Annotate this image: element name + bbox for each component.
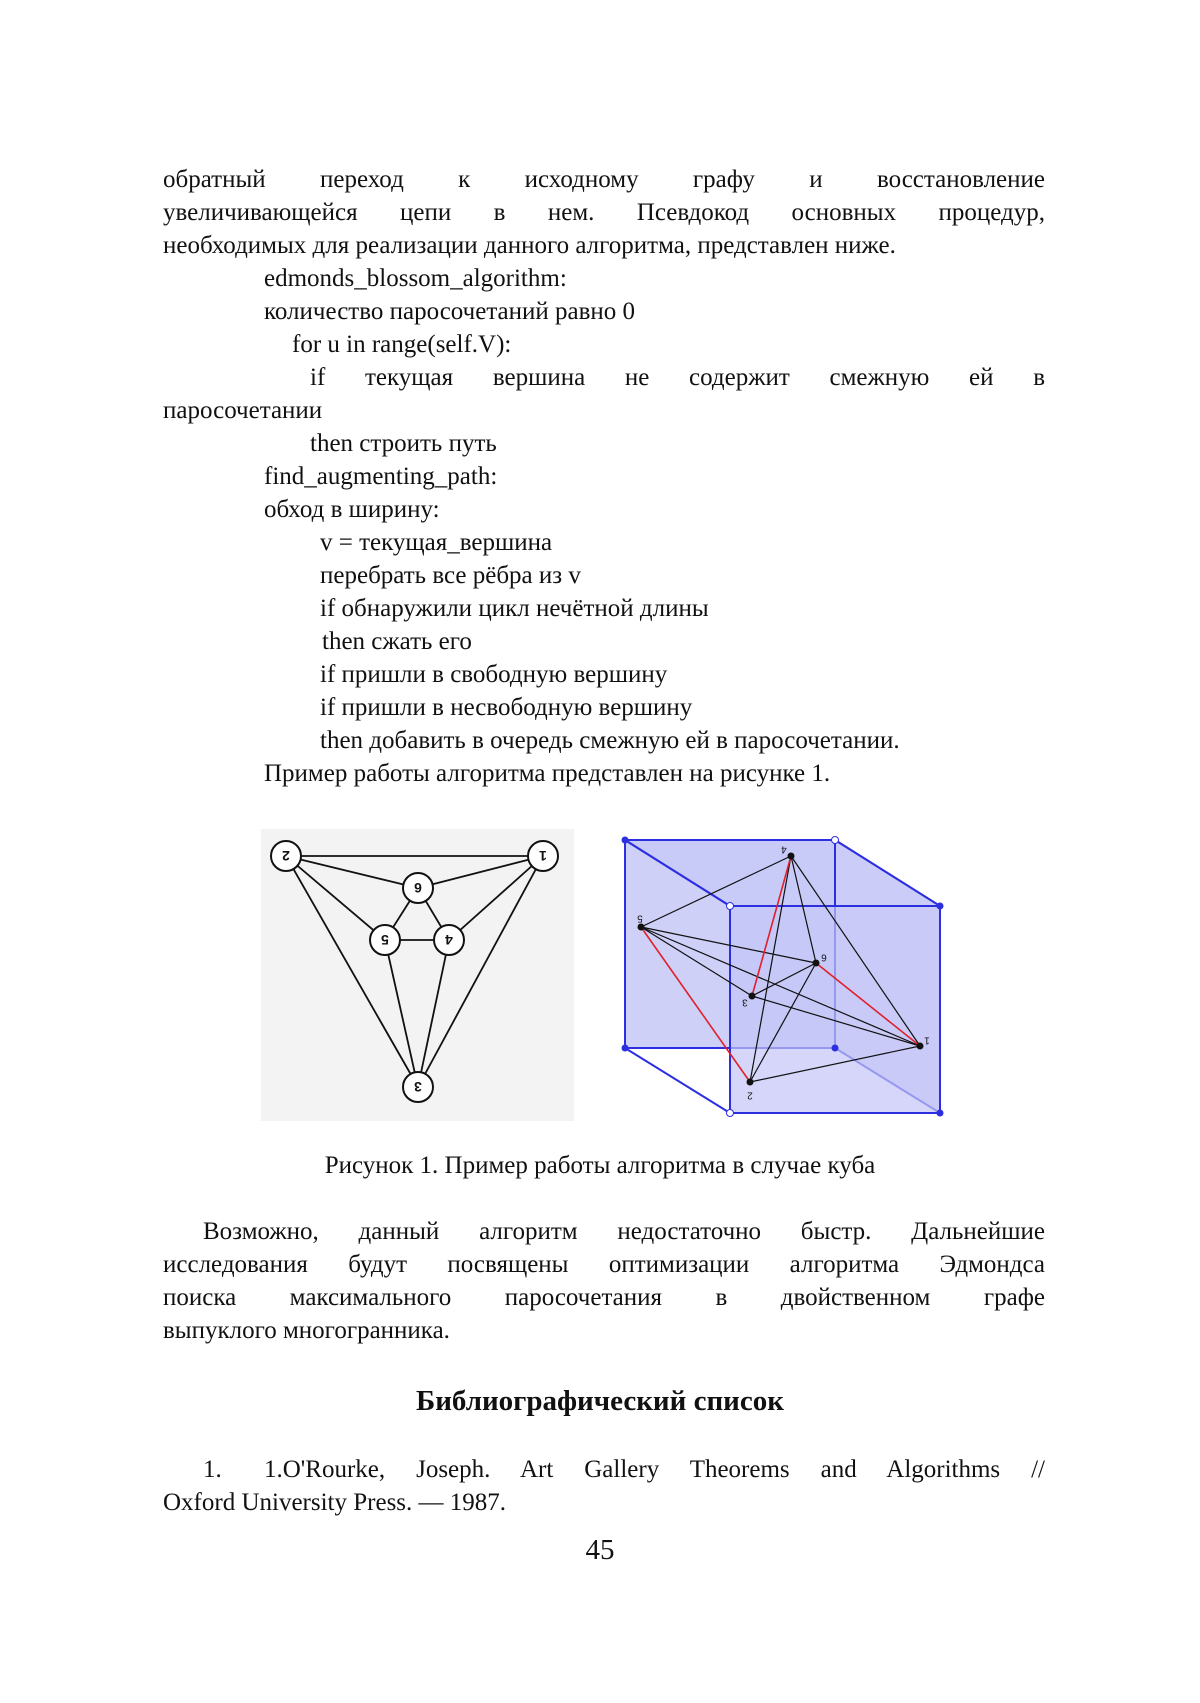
pseudocode-line: then строить путь <box>310 430 497 457</box>
reference-number: 1. <box>203 1456 222 1483</box>
graph-node-5 <box>370 925 400 955</box>
graph-node-4 <box>434 925 464 955</box>
pseudocode-line: then сжать его <box>322 628 472 655</box>
pseudocode-line: if пришли в свободную вершину <box>320 661 668 688</box>
cube-figure <box>610 829 950 1121</box>
pseudocode-line: if пришли в несвободную вершину <box>320 694 693 721</box>
pseudocode-line: паросочетании <box>163 397 323 424</box>
cube-edge <box>625 1048 730 1113</box>
svg-text:1: 1 <box>539 848 547 864</box>
pseudocode-line: edmonds_blossom_algorithm: <box>264 265 567 292</box>
conclusion-line-4: выпуклого многогранника. <box>163 1317 450 1344</box>
pseudocode-line: if обнаружили цикл нечётной длины <box>320 595 709 622</box>
svg-text:1: 1 <box>924 1034 930 1046</box>
conclusion-line-3: поиска максимального паросочетания в двойственном графе <box>163 1284 1045 1311</box>
pseudocode-line: for u in range(self.V): <box>292 331 512 358</box>
graph-figure <box>261 829 574 1121</box>
reference-line-2: Oxford University Press. — 1987. <box>163 1489 507 1516</box>
svg-text:5: 5 <box>381 932 389 948</box>
svg-text:4: 4 <box>445 932 453 948</box>
bibliography-heading: Библиографический список <box>416 1385 784 1417</box>
pseudocode-line: v = текущая_вершина <box>320 529 553 556</box>
intro-line-1: обратный переход к исходному графу и восстановление <box>163 166 1045 193</box>
graph-node-6 <box>403 873 433 903</box>
svg-text:3: 3 <box>742 996 748 1008</box>
figure-reference-line: Пример работы алгоритма представлен на рисунке 1. <box>264 760 831 787</box>
graph-node-3 <box>403 1072 433 1102</box>
svg-text:2: 2 <box>282 848 290 864</box>
figure-caption: Рисунок 1. Пример работы алгоритма в случае куба <box>324 1152 876 1179</box>
svg-text:3: 3 <box>414 1079 422 1095</box>
pseudocode-line: количество паросочетаний равно 0 <box>264 298 636 325</box>
svg-text:6: 6 <box>414 880 422 896</box>
intro-line-2: увеличивающейся цепи в нем. Псевдокод основных процедур, <box>163 199 1045 226</box>
pseudocode-line: if текущая вершина не содержит смежную ей в <box>310 364 1045 391</box>
graph-node-1 <box>528 841 558 871</box>
pseudocode-line: перебрать все рёбра из v <box>320 562 581 589</box>
svg-text:4: 4 <box>781 843 787 855</box>
svg-text:6: 6 <box>821 951 827 963</box>
pseudocode-line: обход в ширину: <box>264 496 440 523</box>
svg-text:2: 2 <box>747 1089 753 1101</box>
graph-node-2 <box>271 841 301 871</box>
reference-line-1: 1.O'Rourke, Joseph. Art Gallery Theorems and Algorithms // <box>264 1456 1045 1483</box>
pseudocode-line: find_augmenting_path: <box>264 463 498 490</box>
conclusion-line-2: исследования будут посвящены оптимизации алгоритма Эдмондса <box>163 1251 1045 1278</box>
svg-text:5: 5 <box>637 912 643 924</box>
intro-line-3: необходимых для реализации данного алгоритма, представлен ниже. <box>163 232 896 259</box>
pseudocode-line: then добавить в очередь смежную ей в паросочетании. <box>320 727 900 754</box>
dual-vertex-5 <box>637 913 645 931</box>
conclusion-line-1: Возможно, данный алгоритм недостаточно быстр. Дальнейшие <box>203 1218 1045 1245</box>
page-number: 45 <box>585 1534 615 1566</box>
